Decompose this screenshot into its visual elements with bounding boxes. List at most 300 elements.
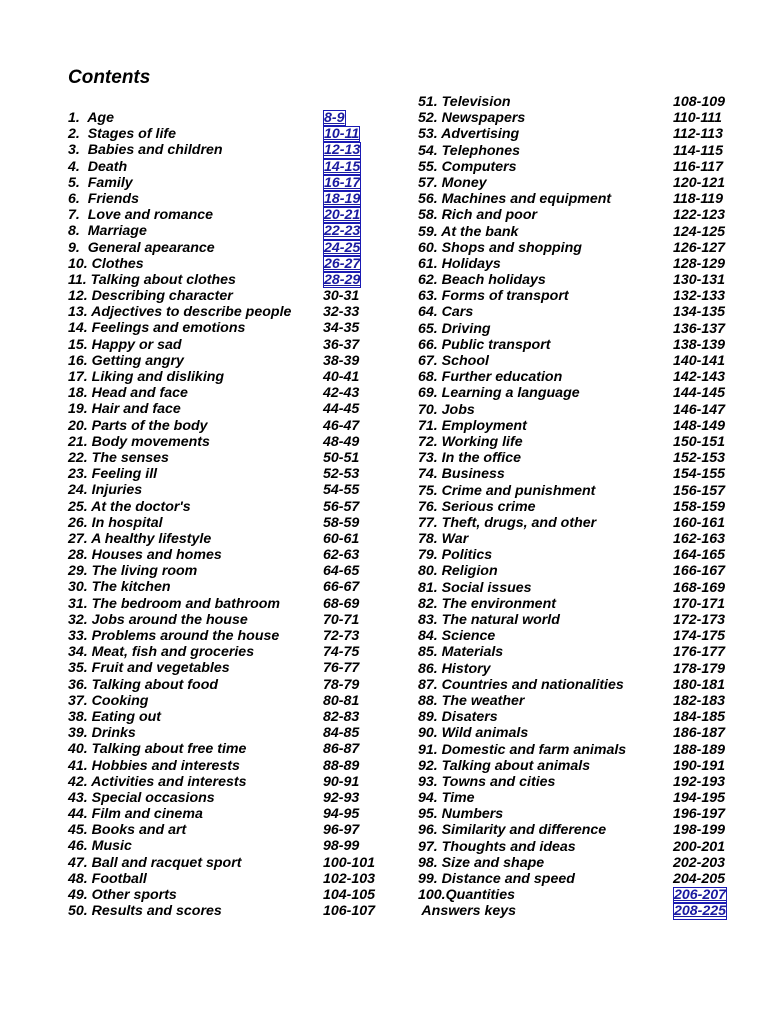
contents-entry (418, 256, 733, 272)
entry-title: 32. Jobs around the house (68, 611, 248, 628)
entry-title: 60. Shops and shopping (418, 239, 582, 256)
page-range: 114-115 (673, 142, 723, 159)
contents-entry (418, 337, 733, 353)
contents-entry (418, 709, 733, 725)
entry-title: 16. Getting angry (68, 352, 184, 369)
contents-entry (68, 369, 383, 385)
entry-title: 71. Employment (418, 417, 527, 434)
page-range: 160-161 (673, 514, 726, 531)
contents-entry (68, 159, 383, 175)
page-range: 66-67 (323, 579, 360, 596)
page-range: 38-39 (323, 352, 360, 369)
contents-entry (418, 515, 733, 531)
entry-title: 43. Special occasions (68, 789, 215, 806)
contents-entry (68, 434, 383, 450)
entry-title: 91. Domestic and farm animals (418, 741, 627, 758)
entry-title: 92. Talking about animals (418, 757, 591, 774)
entry-title: 96. Similarity and difference (418, 822, 607, 839)
page-range: 40-41 (323, 369, 360, 385)
entry-title: 6. Friends (68, 190, 139, 207)
page-range: 124-125 (673, 223, 726, 240)
entry-title: 18. Head and face (68, 385, 188, 402)
entry-title: 64. Cars (418, 304, 474, 321)
contents-entry (68, 207, 383, 223)
page-range: 182-183 (673, 692, 726, 709)
contents-entry (418, 321, 733, 337)
contents-entry (68, 401, 383, 417)
entry-title: 73. In the office (418, 450, 522, 467)
page-range: 50-51 (323, 449, 360, 466)
page-range: 168-169 (673, 579, 726, 596)
page-range: 140-141 (673, 353, 726, 369)
contents-entry (418, 499, 733, 515)
entry-title: 55. Computers (418, 158, 517, 175)
entry-title: 98. Size and shape (418, 854, 545, 871)
contents-entry (68, 256, 383, 272)
contents-entry (418, 191, 733, 207)
page-range: 126-127 (673, 239, 726, 256)
contents-entry (68, 385, 383, 401)
page-range: 116-117 (673, 158, 723, 175)
entry-title: Answers keys (418, 903, 517, 920)
page-range: 46-47 (323, 417, 360, 434)
page-range: 36-37 (323, 336, 360, 353)
entry-title: 13. Adjectives to describe people (68, 304, 292, 321)
page-range-link[interactable]: 12-13 (324, 142, 361, 159)
entry-title: 90. Wild animals (418, 725, 529, 742)
contents-entry (68, 838, 383, 854)
page-range: 148-149 (673, 417, 726, 434)
page-range: 64-65 (323, 563, 360, 580)
entry-title: 30. The kitchen (68, 579, 171, 596)
page-range: 30-31 (323, 288, 360, 305)
entry-title: 81. Social issues (418, 579, 532, 596)
contents-entry (418, 612, 733, 628)
contents-entry (418, 887, 733, 903)
page-range: 44-45 (323, 401, 360, 418)
page-range: 82-83 (323, 708, 360, 725)
contents-entry (68, 450, 383, 466)
page-range: 108-109 (673, 94, 726, 110)
contents-entry (418, 855, 733, 871)
entry-title: 78. War (418, 531, 469, 548)
contents-entry (418, 402, 733, 418)
page-range: 52-53 (323, 466, 360, 483)
contents-entry (68, 531, 383, 547)
page-range: 90-91 (323, 773, 360, 790)
entry-title: 68. Further education (418, 369, 563, 386)
page-range: 92-93 (323, 789, 360, 806)
entry-title: 84. Science (418, 628, 496, 645)
entry-title: 26. In hospital (68, 514, 163, 531)
contents-entry (68, 515, 383, 531)
page-range: 122-123 (673, 207, 726, 224)
contents-entry (418, 580, 733, 596)
contents-entry (68, 774, 383, 790)
contents-entry (418, 94, 733, 110)
page-range: 76-77 (323, 660, 360, 677)
entry-title: 83. The natural world (418, 612, 560, 628)
page-range: 166-167 (673, 563, 726, 580)
entry-title: 53. Advertising (418, 126, 520, 143)
page-range: 42-43 (323, 385, 360, 402)
contents-entry (418, 596, 733, 612)
entry-title: 94. Time (418, 790, 475, 807)
page-range: 102-103 (323, 870, 376, 887)
entry-title: 54. Telephones (418, 142, 520, 159)
contents-entry (68, 353, 383, 369)
entry-title: 3. Babies and children (68, 142, 223, 159)
page-range: 194-195 (673, 790, 726, 807)
entry-title: 66. Public transport (418, 336, 551, 353)
page-range: 60-61 (323, 530, 360, 547)
contents-entry (68, 660, 383, 676)
entry-title: 99. Distance and speed (418, 871, 575, 887)
contents-column-right (418, 94, 733, 920)
entry-title: 36. Talking about food (68, 676, 219, 693)
contents-entry (418, 871, 733, 887)
entry-title: 38. Eating out (68, 708, 162, 725)
contents-entry (68, 191, 383, 207)
entry-title: 51. Television (418, 94, 511, 110)
page-range: 54-55 (323, 482, 360, 499)
entry-title: 72. Working life (418, 433, 523, 450)
contents-entry (68, 547, 383, 563)
entry-title: 44. Film and cinema (68, 806, 203, 823)
entry-title: 21. Body movements (68, 433, 210, 450)
page-range: 80-81 (323, 692, 360, 709)
contents-entry (68, 466, 383, 482)
page-range-link[interactable]: 208-225 (674, 903, 727, 920)
page-range: 134-135 (673, 304, 726, 321)
page-range: 128-129 (673, 255, 726, 272)
contents-entry (418, 369, 733, 385)
page-range-link[interactable]: 10-11 (324, 126, 360, 143)
entry-title: 24. Injuries (68, 482, 143, 499)
entry-title: 5. Family (68, 174, 133, 191)
contents-entry (68, 628, 383, 644)
page-range: 120-121 (673, 174, 726, 191)
contents-entry (68, 272, 383, 288)
entry-title: 33. Problems around the house (68, 628, 280, 644)
entry-title: 56. Machines and equipment (418, 191, 612, 208)
entry-title: 23. Feeling ill (68, 466, 158, 483)
contents-entry (68, 677, 383, 693)
contents-column-left (68, 110, 383, 919)
page-range: 110-111 (673, 110, 722, 127)
entry-title: 52. Newspapers (418, 110, 526, 127)
contents-entry (418, 224, 733, 240)
contents-entry (418, 563, 733, 579)
entry-title: 45. Books and art (68, 822, 187, 839)
page-range: 136-137 (673, 320, 726, 337)
page-range: 98-99 (323, 838, 360, 855)
entry-title: 15. Happy or sad (68, 336, 182, 353)
page-range-link[interactable]: 22-23 (324, 223, 361, 240)
page-range: 174-175 (673, 628, 726, 645)
page-range: 72-73 (323, 628, 360, 644)
page-range: 104-105 (323, 887, 376, 903)
contents-entry (418, 531, 733, 547)
page-range: 106-107 (323, 903, 376, 920)
page-range: 118-119 (673, 191, 723, 208)
contents-entry (68, 903, 383, 919)
contents-entry (418, 434, 733, 450)
contents-entry (418, 774, 733, 790)
entry-title: 58. Rich and poor (418, 207, 538, 224)
contents-entry (418, 661, 733, 677)
entry-title: 79. Politics (418, 547, 493, 564)
entry-title: 8. Marriage (68, 223, 147, 240)
entry-title: 37. Cooking (68, 692, 149, 709)
entry-title: 74. Business (418, 466, 505, 483)
entry-title: 59. At the bank (418, 223, 519, 240)
entry-title: 77. Theft, drugs, and other (418, 514, 597, 531)
entry-title: 25. At the doctor's (68, 498, 191, 515)
entry-title: 65. Driving (418, 320, 491, 337)
entry-title: 14. Feelings and emotions (68, 320, 246, 337)
page-range: 172-173 (673, 612, 726, 628)
page-range: 150-151 (673, 433, 726, 450)
entry-title: 19. Hair and face (68, 401, 181, 418)
contents-entry (68, 693, 383, 709)
contents-entry (418, 207, 733, 223)
page-range: 96-97 (323, 822, 360, 839)
page-range: 142-143 (673, 369, 726, 386)
contents-entry (68, 499, 383, 515)
entry-title: 100.Quantities (418, 887, 515, 904)
contents-entry (68, 887, 383, 903)
contents-entry (68, 142, 383, 158)
page-range: 158-159 (673, 498, 726, 515)
entry-title: 86. History (418, 660, 491, 677)
page-range: 154-155 (673, 466, 726, 483)
entry-title: 76. Serious crime (418, 498, 536, 515)
page-range: 176-177 (673, 644, 726, 661)
page-range-link[interactable]: 14-15 (324, 158, 361, 175)
entry-title: 61. Holidays (418, 255, 501, 272)
page-range: 132-133 (673, 288, 726, 305)
contents-entry (68, 175, 383, 191)
entry-title: 63. Forms of transport (418, 288, 569, 305)
contents-entry (418, 806, 733, 822)
page-range-link[interactable]: 206-207 (674, 887, 727, 904)
contents-entry (418, 758, 733, 774)
page-range: 188-189 (673, 741, 726, 758)
entry-title: 1. Age (68, 110, 114, 126)
contents-entry (418, 304, 733, 320)
page-range: 58-59 (323, 514, 360, 531)
entry-title: 47. Ball and racquet sport (68, 854, 242, 871)
page-range: 156-157 (673, 482, 726, 499)
contents-entry (68, 790, 383, 806)
entry-title: 42. Activities and interests (68, 773, 247, 790)
entry-title: 93. Towns and cities (418, 773, 556, 790)
page-range: 138-139 (673, 336, 726, 353)
contents-entry (418, 644, 733, 660)
page-range-link[interactable]: 8-9 (324, 110, 345, 126)
contents-entry (68, 126, 383, 142)
page-range: 112-113 (673, 126, 723, 143)
entry-title: 9. General apearance (68, 239, 215, 256)
entry-title: 28. Houses and homes (68, 547, 222, 564)
page-range: 84-85 (323, 725, 360, 742)
contents-entry (68, 320, 383, 336)
page-range: 94-95 (323, 806, 360, 823)
entry-title: 27. A healthy lifestyle (68, 530, 212, 547)
page-range-link[interactable]: 16-17 (324, 174, 361, 191)
page-range: 78-79 (323, 676, 360, 693)
entry-title: 49. Other sports (68, 887, 177, 903)
page-range: 192-193 (673, 773, 726, 790)
entry-title: 31. The bedroom and bathroom (68, 595, 281, 612)
page-range: 144-145 (673, 385, 726, 402)
contents-entry (68, 337, 383, 353)
contents-entry (418, 385, 733, 401)
page-range: 56-57 (323, 498, 360, 515)
page-range-link[interactable]: 26-27 (324, 255, 361, 272)
contents-entry (418, 677, 733, 693)
entry-title: 82. The environment (418, 595, 556, 612)
contents-entry (68, 758, 383, 774)
page-range: 200-201 (673, 838, 726, 855)
contents-entry (68, 563, 383, 579)
page-range: 100-101 (323, 854, 376, 871)
page-range: 170-171 (673, 595, 726, 612)
page-range: 190-191 (673, 757, 726, 774)
entry-title: 75. Crime and punishment (418, 482, 596, 499)
page-range-link[interactable]: 20-21 (324, 207, 361, 224)
entry-title: 22. The senses (68, 449, 169, 466)
contents-entry (418, 547, 733, 563)
entry-title: 95. Numbers (418, 806, 504, 823)
contents-entry (68, 644, 383, 660)
contents-entry (68, 855, 383, 871)
contents-entry (418, 110, 733, 126)
contents-entry (418, 353, 733, 369)
contents-entry (418, 126, 733, 142)
entry-title: 2. Stages of life (68, 126, 177, 143)
contents-entry (418, 483, 733, 499)
contents-entry (68, 223, 383, 239)
contents-entry (418, 240, 733, 256)
contents-entry (68, 612, 383, 628)
contents-entry (68, 579, 383, 595)
contents-entry (418, 725, 733, 741)
contents-entry (68, 725, 383, 741)
entry-title: 67. School (418, 353, 489, 369)
entry-title: 46. Music (68, 838, 132, 855)
entry-title: 41. Hobbies and interests (68, 757, 240, 774)
page-range: 202-203 (673, 854, 726, 871)
contents-entry (418, 175, 733, 191)
contents-entry (418, 418, 733, 434)
contents-entry (418, 903, 733, 919)
contents-entry (418, 790, 733, 806)
page-range: 162-163 (673, 531, 726, 548)
contents-entry (418, 742, 733, 758)
contents-entry (68, 709, 383, 725)
page-range-link[interactable]: 28-29 (324, 271, 361, 288)
entry-title: 80. Religion (418, 563, 498, 580)
page-range: 164-165 (673, 547, 726, 564)
page-range: 184-185 (673, 709, 726, 726)
page-range: 34-35 (323, 320, 360, 337)
entry-title: 57. Money (418, 174, 487, 191)
entry-title: 40. Talking about free time (68, 741, 247, 758)
entry-title: 10. Clothes (68, 255, 144, 272)
entry-title: 69. Learning a language (418, 385, 580, 402)
contents-entry (418, 839, 733, 855)
contents-entry (418, 822, 733, 838)
page-range: 48-49 (323, 433, 360, 450)
page-range: 130-131 (673, 272, 726, 289)
page-range: 198-199 (673, 822, 726, 839)
entry-title: 29. The living room (68, 563, 198, 580)
page-range: 152-153 (673, 450, 726, 467)
contents-entry (418, 288, 733, 304)
contents-entry (68, 304, 383, 320)
entry-title: 7. Love and romance (68, 207, 214, 224)
entry-title: 50. Results and scores (68, 903, 222, 920)
entry-title: 35. Fruit and vegetables (68, 660, 230, 677)
contents-entry (68, 871, 383, 887)
entry-title: 70. Jobs (418, 401, 475, 418)
entry-title: 34. Meat, fish and groceries (68, 644, 255, 661)
page-range-link[interactable]: 24-25 (324, 239, 361, 256)
contents-entry (418, 450, 733, 466)
entry-title: 48. Football (68, 870, 147, 887)
contents-entry (418, 159, 733, 175)
page-range-link[interactable]: 18-19 (324, 190, 361, 207)
contents-entry (68, 596, 383, 612)
page-range: 186-187 (673, 725, 726, 742)
entry-title: 97. Thoughts and ideas (418, 838, 576, 855)
contents-entry (418, 143, 733, 159)
page-range: 86-87 (323, 741, 360, 758)
entry-title: 89. Disaters (418, 709, 498, 726)
page-title: Contents (68, 67, 151, 88)
page-range: 178-179 (673, 660, 726, 677)
page-range: 180-181 (673, 676, 726, 693)
entry-title: 85. Materials (418, 644, 504, 661)
entry-title: 39. Drinks (68, 725, 136, 742)
contents-entry (68, 240, 383, 256)
contents-entry (68, 482, 383, 498)
entry-title: 87. Countries and nationalities (418, 676, 624, 693)
page-range: 62-63 (323, 547, 360, 564)
page-range: 68-69 (323, 595, 360, 612)
contents-entry (68, 418, 383, 434)
page-range: 32-33 (323, 304, 360, 321)
entry-title: 62. Beach holidays (418, 272, 546, 289)
page-range: 70-71 (323, 611, 360, 628)
page-range: 204-205 (673, 871, 726, 887)
entry-title: 88. The weather (418, 692, 525, 709)
page-range: 74-75 (323, 644, 360, 661)
entry-title: 12. Describing character (68, 288, 233, 305)
contents-entry (68, 806, 383, 822)
entry-title: 11. Talking about clothes (68, 271, 236, 288)
contents-entry (418, 272, 733, 288)
entry-title: 4. Death (68, 158, 128, 175)
page-range: 88-89 (323, 757, 360, 774)
page-range: 196-197 (673, 806, 726, 823)
contents-entry (418, 466, 733, 482)
entry-title: 17. Liking and disliking (68, 369, 225, 385)
contents-entry (68, 110, 383, 126)
entry-title: 20. Parts of the body (68, 417, 208, 434)
